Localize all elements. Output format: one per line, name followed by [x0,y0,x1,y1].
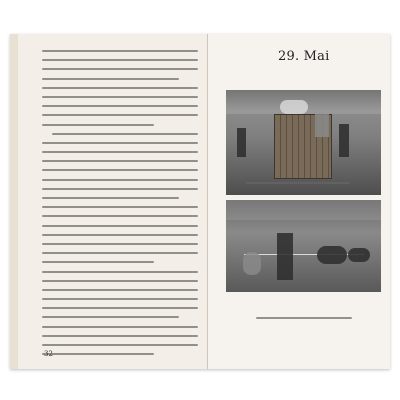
body-text-line [42,114,198,116]
background-fence [244,254,364,292]
body-text-line [42,68,198,70]
body-text-line [42,179,198,181]
photo-dog-training [226,200,381,292]
body-text-line [42,160,198,162]
body-text-line [42,234,198,236]
body-text-line [42,105,198,107]
dog-figure [317,246,347,264]
body-text-line [42,252,198,254]
body-text-line [42,243,198,245]
body-text-line [42,353,154,355]
open-book [10,34,390,369]
body-text-line [42,151,198,153]
body-text-line [42,298,198,300]
body-text-line [42,316,179,318]
body-text-line [42,169,198,171]
body-text-line [42,307,198,309]
body-text-line [42,261,154,263]
dog-figure [243,252,261,275]
person-figure [339,124,349,157]
body-text-line [42,206,198,208]
left-page [18,34,208,369]
body-text-line [42,50,198,52]
background-trees [226,90,381,114]
person-figure [237,128,246,157]
body-text-line [42,78,179,80]
body-text-line [42,197,179,199]
photo-caption-1 [246,182,350,184]
page-heading: 29. Mai [278,49,330,64]
body-text-line [42,124,154,126]
page-number: 32 [44,350,53,358]
body-text-line [52,133,198,135]
body-text-line [42,96,198,98]
body-text-line [42,215,198,217]
right-page [208,34,390,369]
person-figure [315,113,329,137]
body-text-line [42,271,198,273]
body-text-line [42,188,198,190]
dog-figure [348,248,370,262]
body-text-line [42,59,198,61]
body-text-line [42,225,198,227]
body-text-line [42,142,198,144]
sky-area [226,200,381,220]
body-text-line [42,335,198,337]
photo-caption-2 [256,317,352,319]
body-text-line [42,326,198,328]
body-text-block [42,50,198,338]
body-text-line [42,87,198,89]
body-text-line [42,289,198,291]
body-text-line [42,280,198,282]
body-text-line [42,344,198,346]
person-figure [277,233,293,280]
photo-obstacle-course [226,90,381,195]
